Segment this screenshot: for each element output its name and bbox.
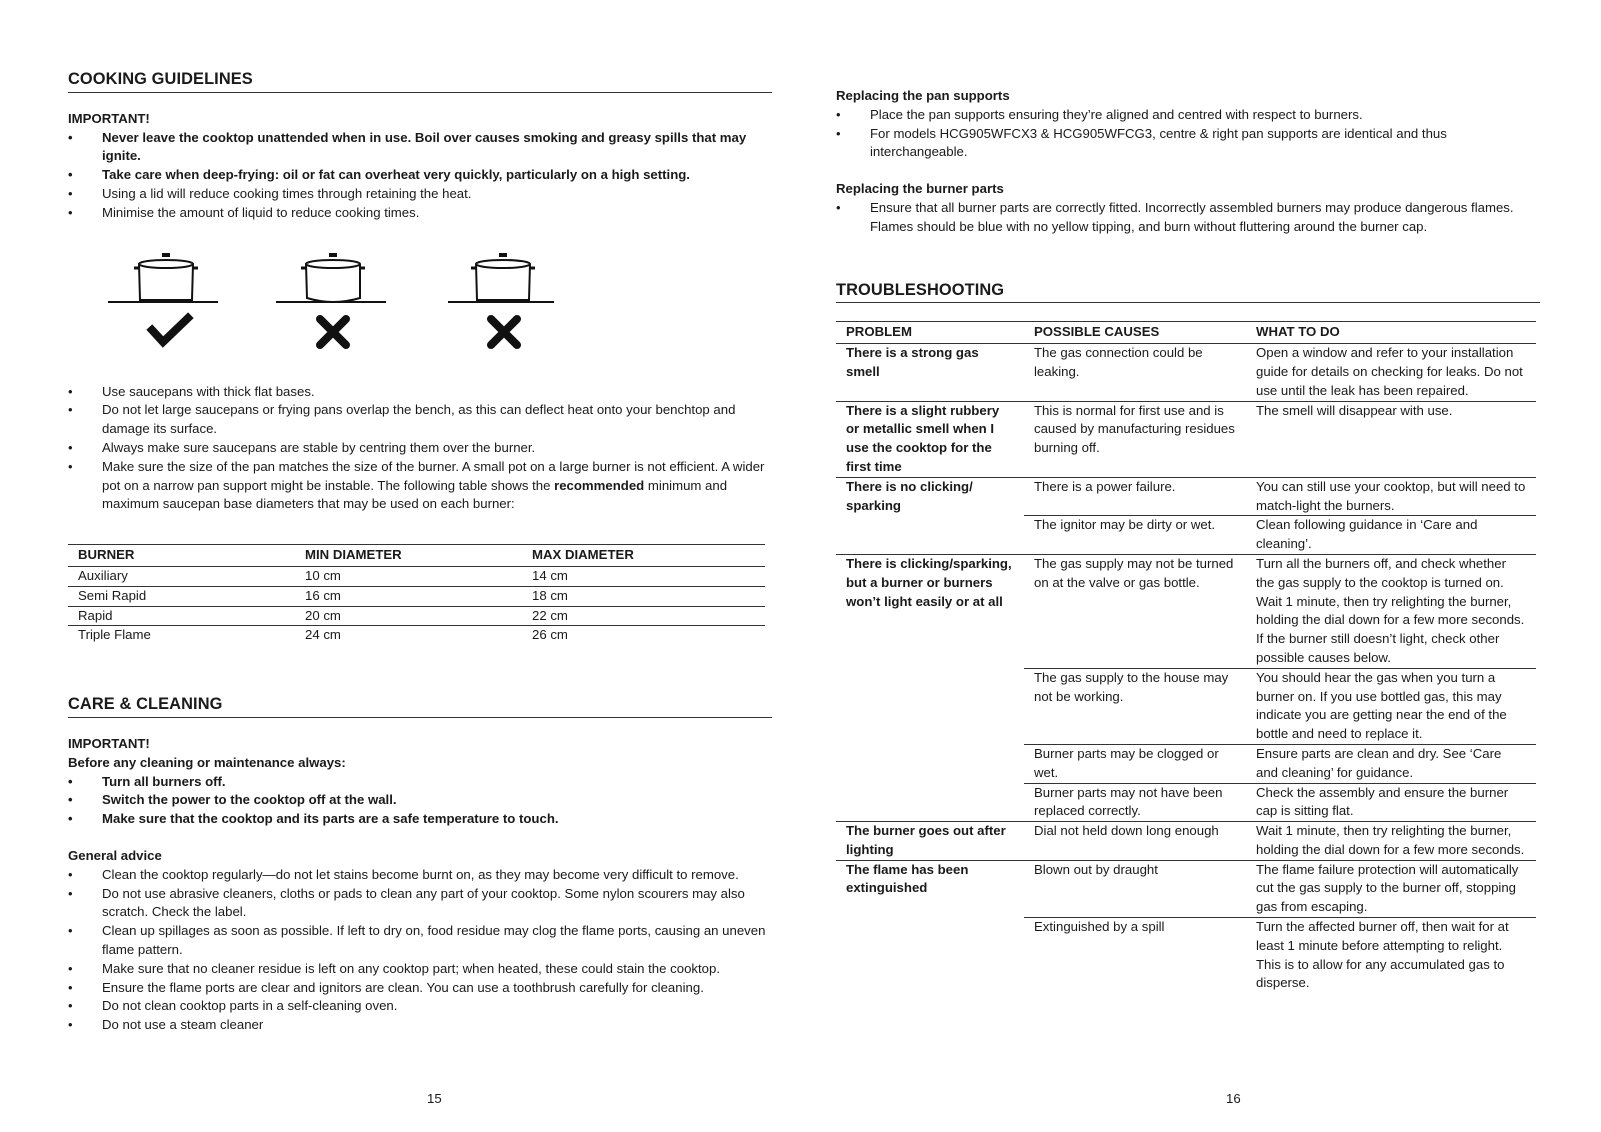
saucepan-advice-list [68,383,772,515]
list-item: • Ensure the flame ports are clear and ignitors are clean. You can use a toothbrush carefully for cleaning. [68,979,772,998]
column-header: MAX DIAMETER [522,545,765,567]
before-cleaning-label: Before any cleaning or maintenance always: [68,754,346,770]
list-item: • For models HCG905WFCX3 & HCG905WFCG3, centre & right pan supports are identical and thus interchangeable. [836,125,1540,163]
table-row: Semi Rapid 16 cm 18 cm [68,586,765,606]
table-row: There is clicking/sparking, but a burner or burners won’t light easily or at all The gas supply may not be turned on at the valve or gas bottle. Turn all the burners off, and check whether the gas supply to the cooktop is turned on. Wait 1 minute, then try relighting the burner, holding the dial down for a few more seconds. If the burner still doesn’t light, check other possible causes below. [836,554,1536,668]
column-header: WHAT TO DO [1246,322,1536,344]
list-item: • Clean up spillages as soon as possible. If left to dry on, food residue may clog the flame ports, causing an uneven flame pattern. [68,922,772,960]
page-number: 15 [427,1091,442,1106]
correct-pot-icon [108,253,218,302]
right-page [836,0,1540,993]
troubleshooting-heading: TROUBLESHOOTING [836,281,1540,304]
important-label: IMPORTANT! [68,110,150,126]
troubleshooting-table [836,321,1536,993]
pan-supports-heading: Replacing the pan supports [836,88,1010,103]
list-item: • Switch the power to the cooktop off at the wall. [68,791,772,810]
table-row: Triple Flame 24 cm 26 cm [78,627,568,643]
list-item: • Minimise the amount of liquid to reduce cooking times. [68,204,772,223]
list-item: • Make sure that no cleaner residue is left on any cooktop part; when heated, these could stain the cooktop. [68,960,772,979]
table-row: Burner parts may be clogged or wet. Ensure parts are clean and dry. See ‘Care and cleaning’ for guidance. [836,744,1536,783]
list-item: • Do not use abrasive cleaners, cloths or pads to clean any part of your cooktop. Some nylon scourers may also scratch. Check the label. [68,885,772,923]
care-cleaning-heading: CARE & CLEANING [68,695,772,718]
column-header: PROBLEM [836,322,1024,344]
list-item: • Do not let large saucepans or frying pans overlap the bench, as this can deflect heat onto your benchtop and damage its surface. [68,401,772,439]
cross-mark-icon [320,319,346,345]
cross-mark-icon [491,319,517,345]
list-item: • Turn all burners off. [68,773,772,792]
list-item: • Use saucepans with thick flat bases. [68,383,772,402]
column-header: BURNER [68,545,295,567]
check-mark-icon [152,318,188,342]
cooking-warning-list [68,129,772,223]
burner-parts-list [836,199,1540,237]
important-label: IMPORTANT! [68,735,150,751]
burner-diameter-table [68,544,765,645]
pan-supports-list [836,106,1540,162]
table-row: There is a slight rubbery or metallic smell when I use the cooktop for the first time This is normal for first use and is caused by manufacturing residues burning off. The smell will disappear with use. [836,401,1536,477]
cooking-guidelines-heading: COOKING GUIDELINES [68,70,772,93]
list-item: • Ensure that all burner parts are correctly fitted. Incorrectly assembled burners may produce dangerous flames. Flames should be blue with no yellow tipping, and burn without fluttering around the burner cap. [836,199,1540,237]
list-item: • Using a lid will reduce cooking times through retaining the heat. [68,185,772,204]
list-item: • Never leave the cooktop unattended when in use. Boil over causes smoking and greasy spills that may ignite. [68,129,772,167]
too-large-pot-icon [276,253,386,302]
list-item: • Clean the cooktop regularly—do not let stains become burnt on, as they may become very difficult to remove. [68,866,772,885]
list-item: • Take care when deep-frying: oil or fat can overheat very quickly, particularly on a high setting. [68,166,772,185]
table-row: The gas supply to the house may not be working. You should hear the gas when you turn a burner on. If you use bottled gas, this may indicate you are getting near the end of the bottle and need to replace it. [836,668,1536,744]
too-small-burner-pot-icon [448,253,554,302]
table-row: The ignitor may be dirty or wet. Clean following guidance in ‘Care and cleaning’. [836,516,1536,555]
table-row: Burner parts may not have been replaced correctly. Check the assembly and ensure the burner cap is sitting flat. [836,783,1536,822]
saucepan-size-illustration [108,250,578,360]
table-row: Extinguished by a spill Turn the affected burner off, then wait for at least 1 minute before attempting to relight. This is to allow for any accumulated gas to disperse. [1034,919,1509,991]
general-advice-heading: General advice [68,847,162,863]
page-number: 16 [1226,1091,1241,1106]
list-item: • Place the pan supports ensuring they’re aligned and centred with respect to burners. [836,106,1540,125]
list-item: • Do not clean cooktop parts in a self-cleaning oven. [68,997,772,1016]
table-row: The burner goes out after lighting Dial not held down long enough Wait 1 minute, then try relighting the burner, holding the dial down for a few more seconds. [836,822,1536,861]
left-page [68,0,772,1035]
list-item: • Make sure the size of the pan matches the size of the burner. A small pot on a large burner is not efficient. A wider pot on a narrow pan support might be instable. The following table shows the recommended minimum and maximum saucepan base diameters that may be used on each burner: [68,458,772,514]
general-advice-list [68,866,772,1035]
list-item: • Always make sure saucepans are stable by centring them over the burner. [68,439,772,458]
care-warning-list [68,773,772,829]
table-row: Rapid 20 cm 22 cm [68,606,765,626]
table-row: There is no clicking/ sparking There is a power failure. You can still use your cooktop, but will need to match-light the burners. [836,477,1536,516]
column-header: POSSIBLE CAUSES [1024,322,1246,344]
list-item: • Do not use a steam cleaner [68,1016,772,1035]
list-item: • Make sure that the cooktop and its parts are a safe temperature to touch. [68,810,772,829]
burner-parts-heading: Replacing the burner parts [836,181,1004,197]
table-row: The flame has been extinguished Blown out by draught The flame failure protection will automatically cut the gas supply to the burner off, stopping gas from escaping. [836,860,1536,917]
table-row: There is a strong gas smell The gas connection could be leaking. Open a window and refer to your installation guide for details on checking for leaks. Do not use until the leak has been repaired. [836,344,1536,401]
column-header: MIN DIAMETER [295,545,522,567]
table-row: Auxiliary 10 cm 14 cm [68,566,765,586]
